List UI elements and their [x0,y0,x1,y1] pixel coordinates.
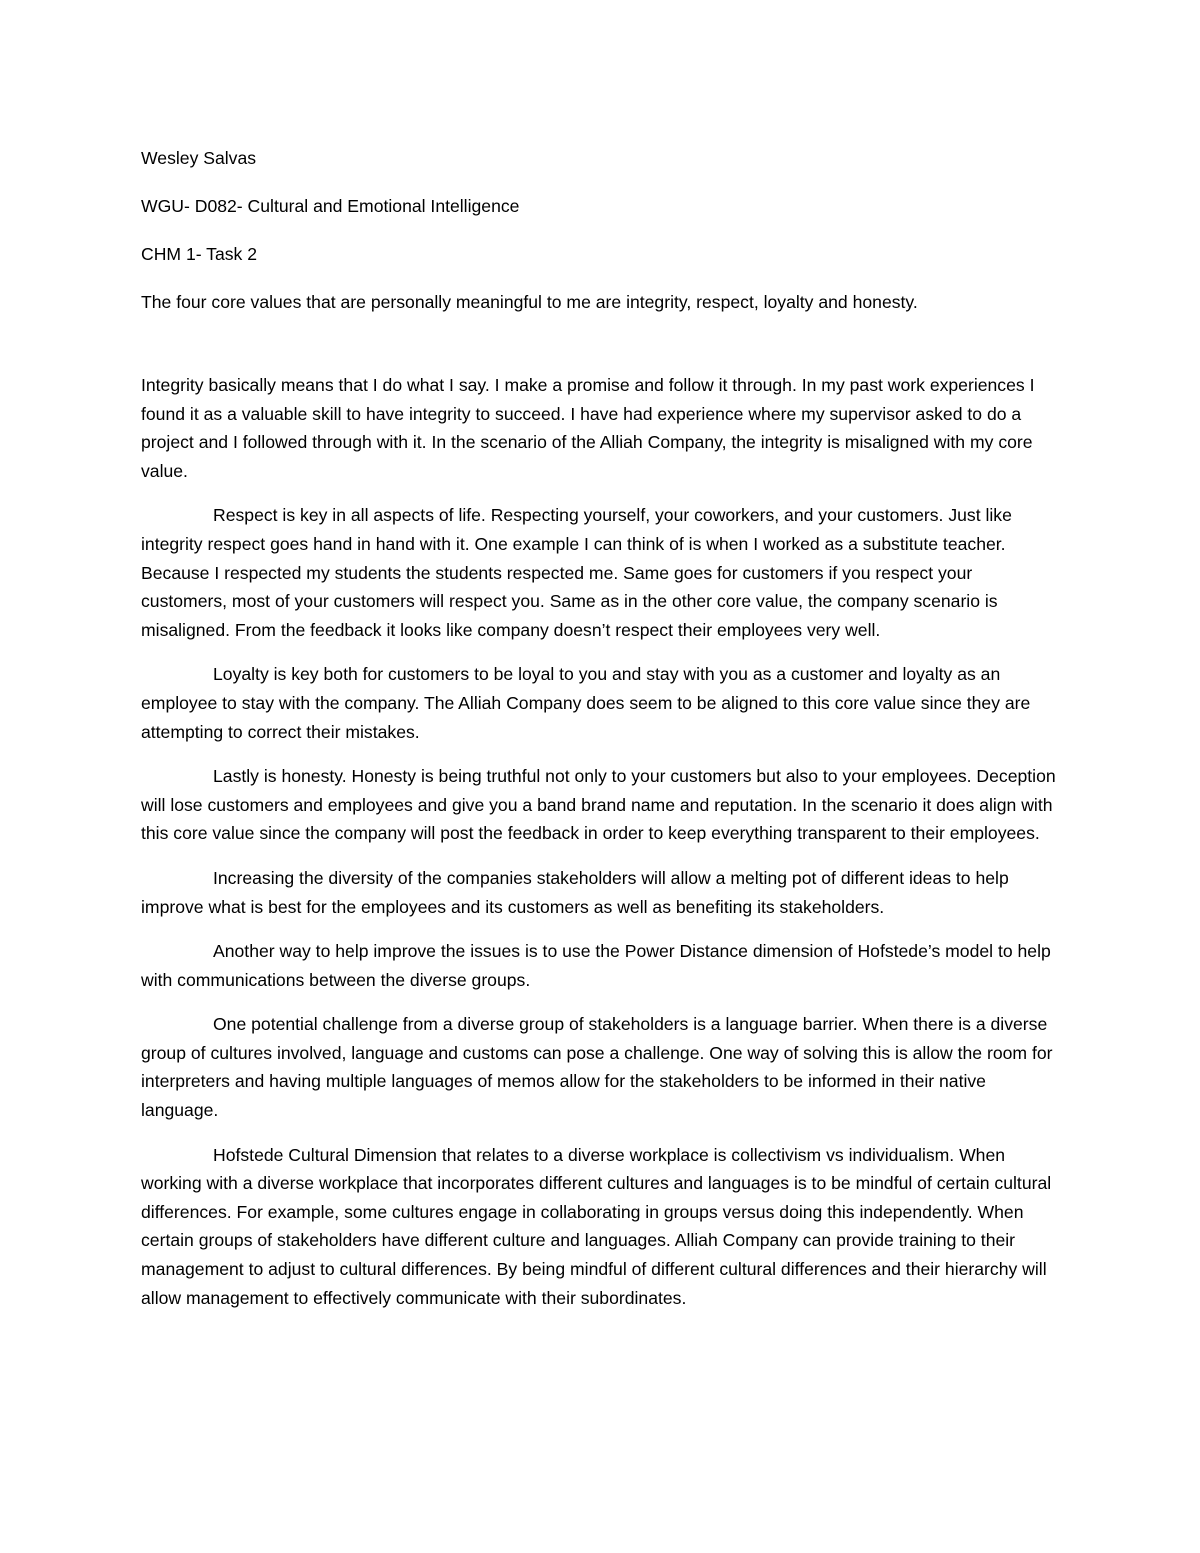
paragraph-honesty: Lastly is honesty. Honesty is being truthful not only to your customers but also to your employees. Deception will lose customers and employees and give you a band brand name and reputation. In the scenario it does align with this core value since the company will post the feedback in order to keep everything transparent to their employees. [141,766,1056,844]
paragraph-hofstede: Hofstede Cultural Dimension that relates to a diverse workplace is collectivism vs individualism. When working with a diverse workplace that incorporates different cultures and languages is to be mindful of certain cultural differences. For example, some cultures engage in collaborating in groups versus doing this independently. When certain groups of stakeholders have different culture and languages. Alliah Company can provide training to their management to adjust to cultural differences. By being mindful of different cultural differences and their hierarchy will allow management to effectively communicate with their subordinates. [141,1144,1052,1308]
paragraph-integrity: Integrity basically means that I do what I say. I make a promise and follow it through. In my past work experiences I found it as a valuable skill to have integrity to succeed. I have had experience where my supervisor asked to do a project and I followed through with it. In the scenario of the Alliah Company, the integrity is misaligned with my core value. [141,375,1035,481]
course-title: WGU- D082- Cultural and Emotional Intelligence [141,196,520,216]
paragraph-respect: Respect is key in all aspects of life. Respecting yourself, your coworkers, and your customers. Just like integrity respect goes hand in hand with it. One example I can think of is when I worked as a substitute teacher. Because I respected my students the students respected me. Same goes for customers if you respect your customers, most of your customers will respect you. Same as in the other core value, the company scenario is misaligned. From the feedback it looks like company doesn’t respect their employees very well. [141,505,1012,640]
paragraph-power-distance: Another way to help improve the issues is to use the Power Distance dimension of Hofstede’s model to help with communications between the diverse groups. [141,941,1051,990]
intro-paragraph: The four core values that are personally meaningful to me are integrity, respect, loyalty and honesty. [141,292,918,312]
paragraph-loyalty: Loyalty is key both for customers to be loyal to you and stay with you as a customer and loyalty as an employee to stay with the company. The Alliah Company does seem to be aligned to this core value since they are attempting to correct their mistakes. [141,664,1031,742]
task-title: CHM 1- Task 2 [141,244,258,264]
author-name: Wesley Salvas [141,148,257,168]
document-body [141,144,1061,1328]
paragraph-language-barrier: One potential challenge from a diverse group of stakeholders is a language barrier. When there is a diverse group of cultures involved, language and customs can pose a challenge. One way of solving this is allow the room for interpreters and having multiple languages of memos allow for the stakeholders to be informed in their native language. [141,1014,1053,1121]
paragraph-diversity: Increasing the diversity of the companies stakeholders will allow a melting pot of different ideas to help improve what is best for the employees and its customers as well as benefiting its stakeholders. [141,867,1009,917]
